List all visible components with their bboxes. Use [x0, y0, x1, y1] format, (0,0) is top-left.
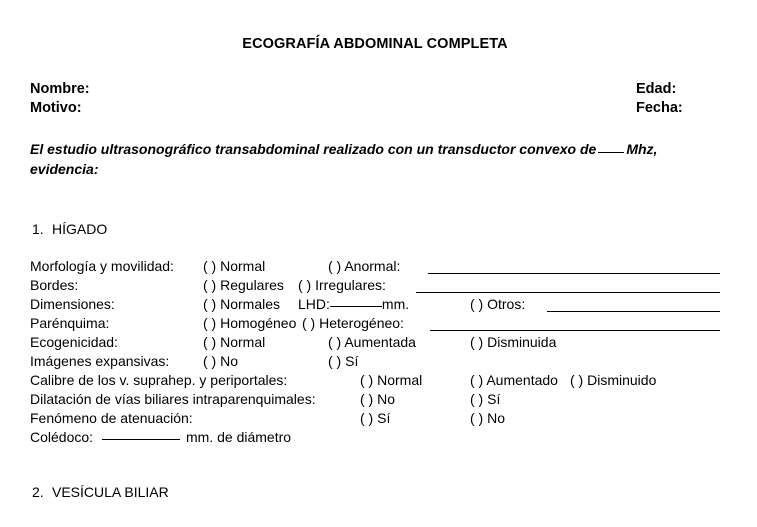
- row-atenuacion: [30, 410, 722, 429]
- row-coledoco-label: Colédoco:: [30, 429, 94, 445]
- row-calibre-label: Calibre de los v. suprahep. y periportales:: [30, 372, 288, 388]
- dimensiones-option-normales[interactable]: ( ) Normales: [203, 296, 281, 312]
- row-atenuacion-label: Fenómeno de atenuación:: [30, 410, 193, 426]
- header-row-nombre-edad: [30, 81, 720, 100]
- dilatacion-option-no[interactable]: ( ) No: [360, 391, 395, 407]
- atenuacion-option-no[interactable]: ( ) No: [470, 410, 505, 426]
- transducer-frequency-blank[interactable]: [598, 152, 624, 153]
- imagenes-expansivas-option-si[interactable]: ( ) Sí: [328, 353, 359, 369]
- calibre-option-normal[interactable]: ( ) Normal: [360, 372, 423, 388]
- bordes-irregulares-fill-line[interactable]: [416, 292, 720, 293]
- dimensiones-lhd-group: [298, 296, 409, 312]
- row-bordes-label: Bordes:: [30, 277, 79, 293]
- coledoco-measure-group: [102, 429, 291, 445]
- ecogenicidad-option-normal[interactable]: ( ) Normal: [203, 334, 266, 350]
- lhd-label: LHD:: [298, 296, 330, 312]
- section-number-2: 2.: [32, 484, 44, 500]
- section-number-1: 1.: [32, 221, 44, 237]
- row-ecogenicidad: [30, 334, 722, 353]
- imagenes-expansivas-option-no[interactable]: ( ) No: [203, 353, 238, 369]
- ecogenicidad-option-aumentada[interactable]: ( ) Aumentada: [328, 334, 416, 350]
- section-title-vesicula: VESÍCULA BILIAR: [52, 484, 169, 500]
- morfologia-anormal-fill-line[interactable]: [428, 273, 720, 274]
- parenquima-heterogeneo-fill-line[interactable]: [430, 330, 720, 331]
- coledoco-unit-text: mm. de diámetro: [186, 429, 292, 445]
- document-title: ECOGRAFÍA ABDOMINAL COMPLETA: [242, 36, 508, 52]
- intro-paragraph: [30, 139, 722, 179]
- atenuacion-option-si[interactable]: ( ) Sí: [360, 410, 391, 426]
- row-imagenes-expansivas: [30, 353, 722, 372]
- row-bordes: [30, 277, 722, 296]
- document-content: [30, 0, 720, 527]
- row-parenquima: [30, 315, 722, 334]
- section-heading-vesicula: [32, 484, 169, 500]
- row-morfologia-label: Morfología y movilidad:: [30, 258, 174, 274]
- morfologia-option-normal[interactable]: ( ) Normal: [203, 258, 266, 274]
- row-ecogenicidad-label: Ecogenicidad:: [30, 334, 118, 350]
- intro-text-part2: Mhz, evidencia:: [30, 141, 658, 177]
- dimensiones-option-otros[interactable]: ( ) Otros:: [470, 296, 526, 312]
- row-morfologia: [30, 258, 722, 277]
- calibre-option-disminuido[interactable]: ( ) Disminuido: [570, 372, 657, 388]
- row-dilatacion-label: Dilatación de vías biliares intraparenquimales:: [30, 391, 316, 407]
- row-calibre: [30, 372, 722, 391]
- section-title-higado: HÍGADO: [52, 221, 108, 237]
- dimensiones-otros-fill-line[interactable]: [547, 311, 720, 312]
- calibre-option-aumentado[interactable]: ( ) Aumentado: [470, 372, 558, 388]
- section-heading-higado: [32, 221, 107, 237]
- motivo-label: Motivo:: [30, 100, 82, 116]
- row-dimensiones: [30, 296, 722, 315]
- row-coledoco: [30, 429, 722, 448]
- row-imagenes-expansivas-label: Imágenes expansivas:: [30, 353, 170, 369]
- parenquima-option-heterogeneo[interactable]: ( ) Heterogéneo:: [302, 315, 404, 331]
- nombre-label: Nombre:: [30, 81, 90, 97]
- higado-form-rows: [30, 258, 722, 448]
- row-parenquima-label: Parénquima:: [30, 315, 110, 331]
- morfologia-option-anormal[interactable]: ( ) Anormal:: [328, 258, 401, 274]
- row-dilatacion: [30, 391, 722, 410]
- ecogenicidad-option-disminuida[interactable]: ( ) Disminuida: [470, 334, 557, 350]
- dilatacion-option-si[interactable]: ( ) Sí: [470, 391, 501, 407]
- coledoco-value-blank[interactable]: [102, 439, 180, 440]
- lhd-value-blank[interactable]: [330, 306, 382, 307]
- bordes-option-irregulares[interactable]: ( ) Irregulares:: [298, 277, 386, 293]
- header-row-motivo-fecha: [30, 100, 720, 119]
- lhd-unit: mm.: [381, 296, 410, 312]
- row-dimensiones-label: Dimensiones:: [30, 296, 115, 312]
- bordes-option-regulares[interactable]: ( ) Regulares: [203, 277, 284, 293]
- intro-text-part1: El estudio ultrasonográfico transabdominal realizado con un transductor convexo de: [30, 141, 597, 157]
- edad-label: Edad:: [636, 81, 677, 97]
- parenquima-option-homogeneo[interactable]: ( ) Homogéneo: [203, 315, 297, 331]
- fecha-label: Fecha:: [636, 100, 683, 116]
